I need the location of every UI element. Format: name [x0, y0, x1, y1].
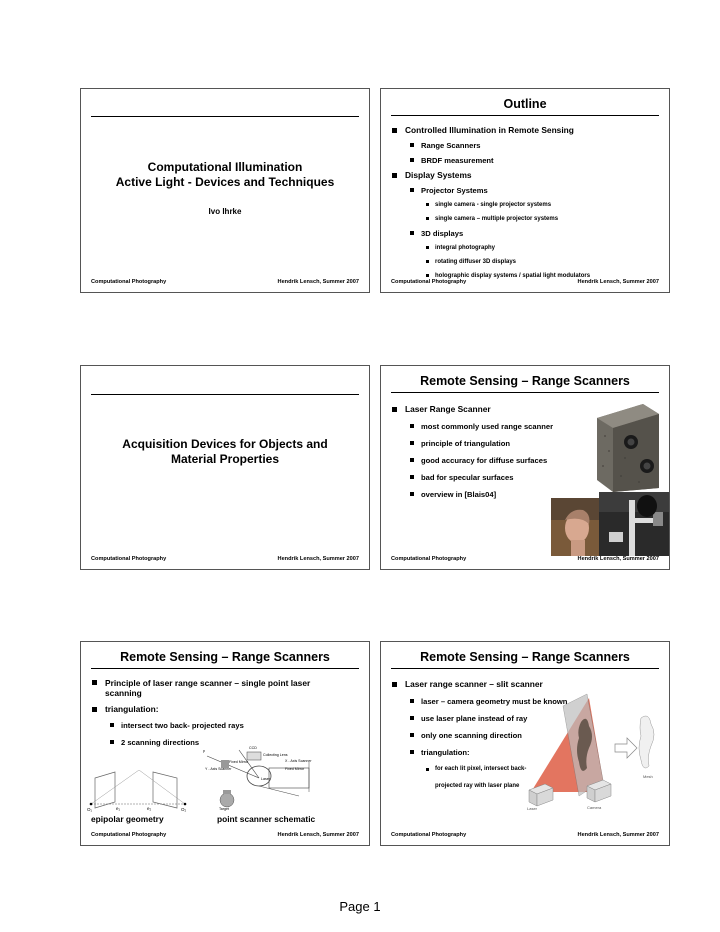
bullet-item: Display Systems: [391, 168, 661, 183]
footer-left: Computational Photography: [391, 832, 467, 838]
slide-title: Remote Sensing – Range Scanners: [420, 650, 630, 664]
slide-2: [380, 88, 670, 293]
footer-left: Computational Photography: [91, 832, 167, 838]
footer-right: Hendrik Lensch, Summer 2007: [277, 279, 359, 285]
bullet-item: holographic display systems / spatial light modulators: [391, 269, 661, 283]
footer-left: Computational Photography: [391, 279, 467, 285]
bullet-item: principle of triangulation: [391, 435, 661, 452]
title-line-1: Acquisition Devices for Objects and: [122, 437, 328, 451]
title-line-2: Active Light - Devices and Techniques: [115, 175, 335, 189]
footer-right: Hendrik Lensch, Summer 2007: [577, 832, 659, 838]
slide-6: [380, 641, 670, 846]
label-p: p: [203, 749, 205, 753]
title-rule: [91, 394, 359, 395]
label-collecting-lens: Collecting Lens: [263, 753, 288, 757]
title-rule: [391, 668, 659, 669]
title-rule: [91, 668, 359, 669]
author: Ivo Ihrke: [208, 207, 242, 216]
label-e1: e₁: [116, 806, 121, 811]
label-o2: O₂: [181, 807, 187, 812]
label-target: Target: [219, 807, 229, 811]
label-ccd: CCD: [249, 746, 257, 750]
epipolar-geometry-diagram: [87, 770, 189, 812]
bullet-item: only one scanning direction: [391, 727, 661, 744]
bullet-item: Range Scanners: [391, 138, 661, 153]
bullet-item: Projector Systems: [391, 183, 661, 198]
label-o1: O₁: [87, 807, 93, 812]
bullet-item: intersect two back- projected rays: [91, 717, 361, 734]
scanning-rig-photo: [599, 492, 669, 556]
bullet-item: overview in [Blais04]: [391, 486, 661, 503]
footer-right: Hendrik Lensch, Summer 2007: [577, 556, 659, 562]
caption-point-scanner: point scanner schematic: [217, 814, 316, 824]
statue-scan-photo: [551, 498, 599, 556]
bullet-item: most commonly used range scanner: [391, 418, 661, 435]
label-mesh: Mesh: [643, 774, 653, 779]
slide-title: [89, 160, 361, 190]
bullet-item: single camera - single projector systems: [391, 198, 661, 212]
caption-epipolar-geometry: epipolar geometry: [91, 814, 164, 824]
slide-title: [89, 437, 361, 467]
slide-title: Outline: [503, 97, 547, 111]
bullet-continuation: scanning: [105, 688, 142, 698]
bullet-continuation: projected ray with laser plane: [435, 783, 520, 789]
title-rule: [391, 115, 659, 116]
bullet-item: single camera – multiple projector systems: [391, 212, 661, 226]
point-scanner-schematic: [199, 742, 333, 812]
label-fixed-mirror-1: Fixed Mirror: [229, 760, 249, 764]
title-rule: [391, 392, 659, 393]
bullet-item: 3D displays: [391, 226, 661, 241]
page-number: Page 1: [339, 899, 381, 914]
footer-right: Hendrik Lensch, Summer 2007: [277, 556, 359, 562]
bullet-item: use laser plane instead of ray: [391, 710, 661, 727]
footer-right: Hendrik Lensch, Summer 2007: [277, 832, 359, 838]
bullet-item: bad for specular surfaces: [391, 469, 661, 486]
bullet-list: [391, 676, 661, 795]
bullet-item: rotating diffuser 3D displays: [391, 255, 661, 269]
slide-title: Remote Sensing – Range Scanners: [420, 374, 630, 388]
bullet-item: triangulation:: [391, 744, 661, 761]
slide-1: [80, 88, 370, 293]
label-fixed-mirror-2: Fixed Mirror: [285, 767, 305, 771]
label-x-axis-scanner: X - Axis Scanner: [285, 759, 312, 763]
slide-5: [80, 641, 370, 846]
label-e2: e₂: [147, 806, 152, 811]
label-laser: Laser: [261, 777, 270, 781]
label-camera: Camera: [587, 805, 602, 810]
bullet-item: 2 scanning directions: [91, 734, 361, 751]
bullet-item: laser – camera geometry must be known: [391, 693, 661, 710]
footer-left: Computational Photography: [91, 556, 167, 562]
title-rule: [91, 116, 359, 117]
bullet-item: Principle of laser range scanner – single point laser: [91, 678, 361, 688]
slide-3: [80, 365, 370, 570]
bullet-item: triangulation:: [91, 702, 361, 717]
bullet-item: for each lit pixel, intersect back-: [391, 761, 661, 778]
footer-right: Hendrik Lensch, Summer 2007: [577, 279, 659, 285]
slide-4: [380, 365, 670, 570]
bullet-item: good accuracy for diffuse surfaces: [391, 452, 661, 469]
laser-scanner-photo: [587, 396, 669, 494]
bullet-list: [391, 123, 661, 283]
label-y-axis-scanner: Y - Axis Scanner: [205, 767, 232, 771]
title-line-2: Material Properties: [170, 452, 280, 466]
slide-title: Remote Sensing – Range Scanners: [120, 650, 330, 664]
bullet-item: BRDF measurement: [391, 153, 661, 168]
bullet-item: Controlled Illumination in Remote Sensing: [391, 123, 661, 138]
bullet-list: [91, 678, 361, 751]
bullet-item: Laser Range Scanner: [391, 401, 661, 418]
footer-left: Computational Photography: [91, 279, 167, 285]
label-laser: Laser: [527, 806, 538, 810]
title-line-1: Computational Illumination: [147, 160, 303, 174]
bullet-item: integral photography: [391, 241, 661, 255]
footer-left: Computational Photography: [391, 556, 467, 562]
bullet-item: Laser range scanner – slit scanner: [391, 676, 661, 693]
